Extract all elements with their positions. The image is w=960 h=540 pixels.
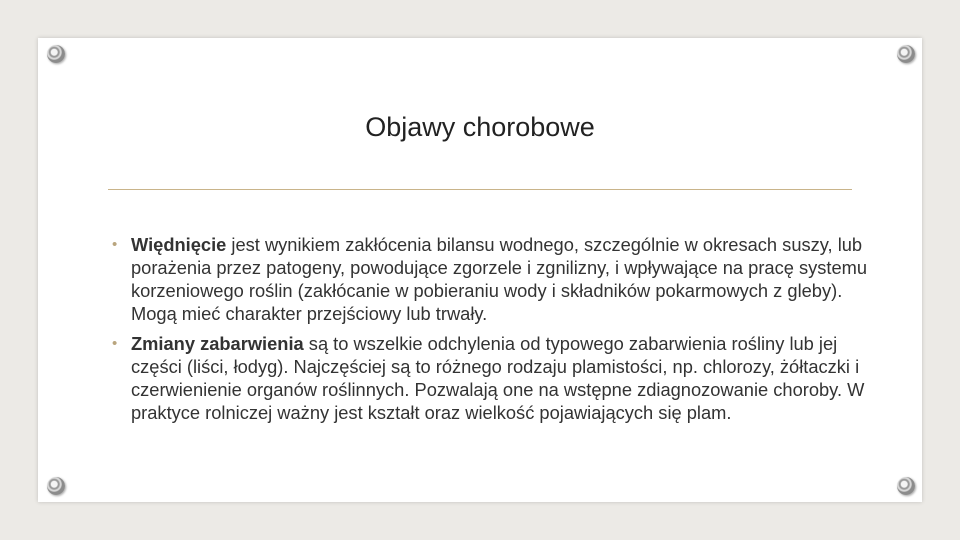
bullet-icon: • (112, 335, 118, 352)
bullet-list (110, 233, 870, 431)
bullet-text: są to wszelkie odchylenia od typowego zabarwienia rośliny lub jej części (liści, łodyg). Najczęściej są to różnego rodzaju plamistości, np. chlorozy, żółtaczki i czerwienienie organów roślinnych. Pozwalają one na wstępne zdiagnozowanie choroby. W praktyce rolniczej ważny jest kształt oraz wielkość pojawiających się plam. (131, 333, 865, 423)
bullet-item-discoloration (110, 332, 870, 424)
pin-bottom-right-icon (897, 477, 915, 495)
title-divider (108, 189, 852, 190)
pin-top-left-icon (47, 45, 65, 63)
pin-top-right-icon (897, 45, 915, 63)
pin-bottom-left-icon (47, 477, 65, 495)
bullet-item-wilting (110, 233, 870, 325)
bullet-term: Zmiany zabarwienia (131, 333, 304, 354)
bullet-term: Więdnięcie (131, 234, 227, 255)
bullet-text: jest wynikiem zakłócenia bilansu wodnego, szczególnie w okresach suszy, lub porażenia przez patogeny, powodujące zgorzele i zgnilizny, i wpływające na pracę systemu korzeniowego roślin (zakłócanie w pobieraniu wody i składników pokarmowych z gleby). Mogą mieć charakter przejściowy lub trwały. (131, 234, 868, 324)
bullet-icon: • (112, 236, 118, 253)
slide-title: Objawy chorobowe (365, 112, 595, 142)
